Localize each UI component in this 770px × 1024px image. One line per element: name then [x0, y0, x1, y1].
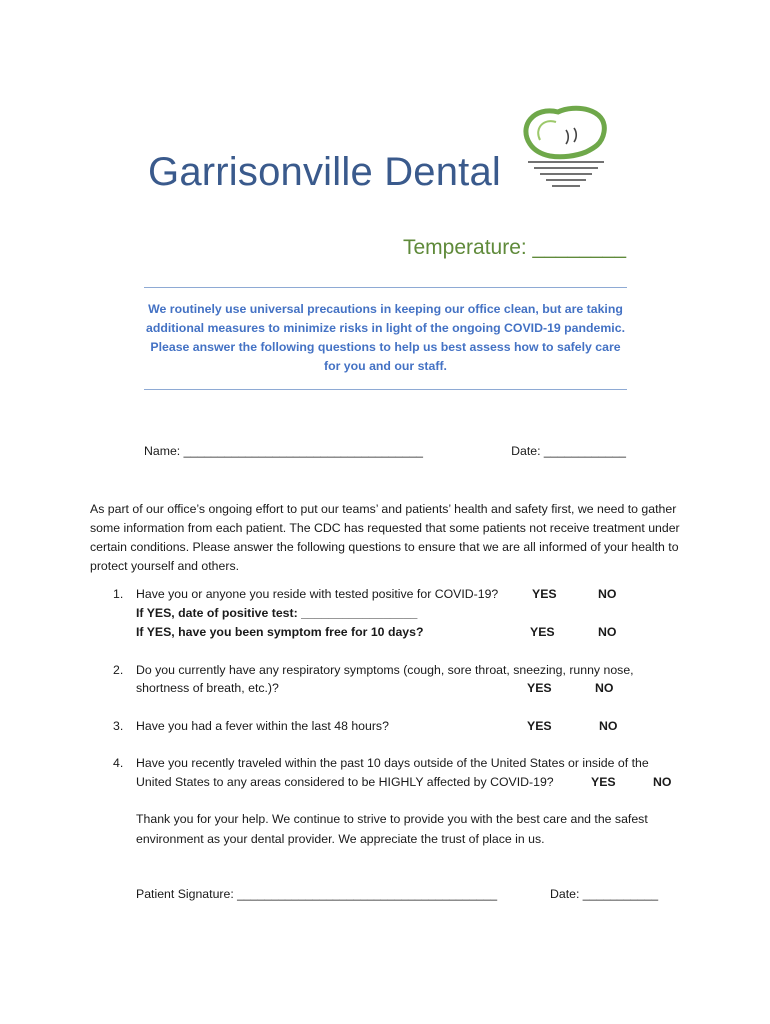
intro-paragraph: As part of our office’s ongoing effort to put our teams’ and patients’ health and safety first, we need to gather some information from each patient. The CDC has requested that some patients not receive treatment under certain conditions. Please answer the following questions to ensure that we are all informed of your health to protect yourself and others. [90, 502, 680, 573]
question-1-no[interactable]: NO [598, 587, 617, 601]
question-4-line2: United States to any areas considered to be HIGHLY affected by COVID-19? [136, 775, 554, 789]
covid-notice: We routinely use universal precautions in keeping our office clean, but are taking additional measures to minimize risks in light of the ongoing COVID-19 pandemic. Please answer the following questions to help us best assess how to safely care for you and our staff. [146, 302, 625, 373]
question-2-number: 2. [113, 663, 124, 677]
question-3-no[interactable]: NO [599, 719, 618, 733]
page-title: Garrisonville Dental [148, 150, 502, 194]
question-3-text: Have you had a fever within the last 48 hours? [136, 719, 389, 733]
divider-top [144, 287, 627, 288]
question-4-number: 4. [113, 756, 124, 770]
question-1-number: 1. [113, 587, 124, 601]
question-2-line1: Do you currently have any respiratory symptoms (cough, sore throat, sneezing, runny nose, [136, 663, 634, 677]
question-1-text: Have you or anyone you reside with tested positive for COVID-19? [136, 587, 499, 601]
question-2-yes[interactable]: YES [527, 681, 552, 695]
thanks-line1: Thank you for your help. We continue to strive to provide you with the best care and the safest [136, 812, 648, 826]
question-3-number: 3. [113, 719, 124, 733]
date-field[interactable]: Date: ____________ [511, 444, 626, 458]
signature-date-field[interactable]: Date: ___________ [550, 887, 659, 901]
thanks-line2: environment as your dental provider. We appreciate the trust of place in us. [136, 832, 545, 846]
question-1-symptom-free: If YES, have you been symptom free for 10 days? [136, 625, 424, 639]
name-field[interactable]: Name: ___________________________________ [144, 444, 423, 458]
question-4-no[interactable]: NO [653, 775, 672, 789]
patient-signature-field[interactable]: Patient Signature: ______________________________________ [136, 887, 498, 901]
question-1b-no[interactable]: NO [598, 625, 617, 639]
question-1-test-date[interactable]: If YES, date of positive test: _________________ [136, 606, 418, 620]
question-4-yes[interactable]: YES [591, 775, 616, 789]
question-1b-yes[interactable]: YES [530, 625, 555, 639]
question-3-yes[interactable]: YES [527, 719, 552, 733]
tooth-logo-icon [516, 104, 612, 194]
question-1-yes[interactable]: YES [532, 587, 557, 601]
question-4-line1: Have you recently traveled within the past 10 days outside of the United States or inside of the [136, 756, 649, 770]
divider-bottom [144, 389, 627, 390]
question-2-line2: shortness of breath, etc.)? [136, 681, 279, 695]
question-2-no[interactable]: NO [595, 681, 614, 695]
temperature-field[interactable]: Temperature: ________ [403, 236, 626, 259]
